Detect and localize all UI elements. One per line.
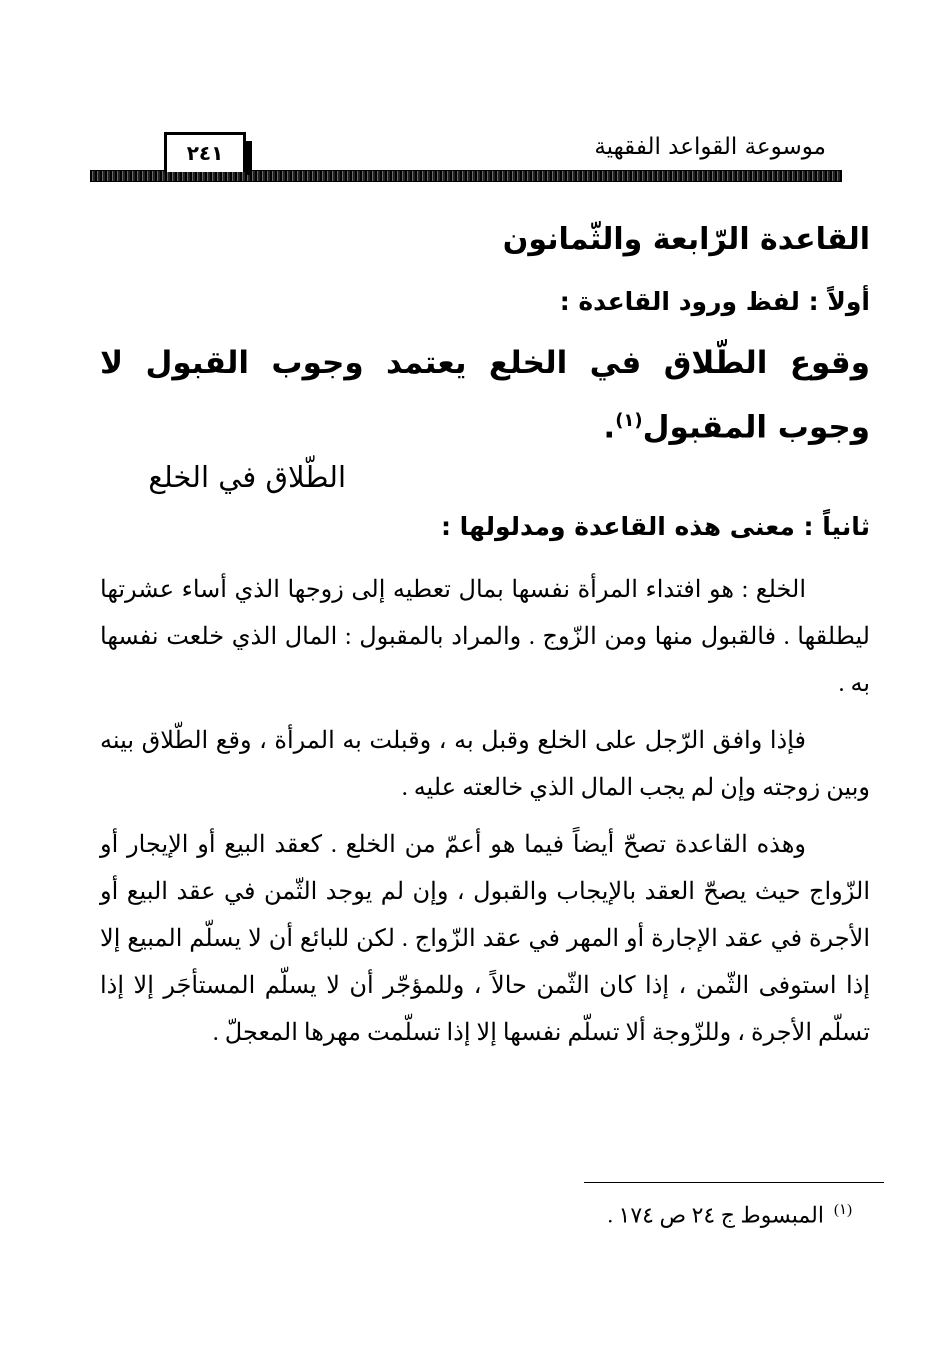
footnote-text: المبسوط ج ٢٤ ص ١٧٤ .: [607, 1202, 824, 1228]
footnote-marker: (١): [615, 410, 643, 431]
section1-heading: أولاً : لفظ ورود القاعدة :: [559, 287, 870, 316]
section2-heading: ثانياً : معنى هذه القاعدة ومدلولها :: [440, 512, 870, 541]
page-header: [90, 120, 842, 184]
footnote: [608, 1200, 852, 1228]
rule-statement: [100, 334, 870, 456]
rule-heading: القاعدة الرّابعة والثّمانون: [502, 222, 870, 257]
page-number: ٢٤١: [164, 132, 246, 172]
footnote-rule: [584, 1182, 884, 1183]
rule-statement-end: .: [603, 409, 616, 446]
footnote-number: (١): [833, 1202, 852, 1218]
rule-caption: الطّلاق في الخلع: [148, 460, 346, 494]
paragraph-1: الخلع : هو افتداء المرأة نفسها بمال تعطيه إلى زوجها الذي أساء عشرتها ليطلقها . فالقبول منها ومن الزّوج . والمراد بالمقبول : المال الذي خلعت نفسها به .: [100, 577, 870, 697]
paragraph-2: فإذا وافق الرّجل على الخلع وقبل به ، وقبلت به المرأة ، وقع الطّلاق بينه وبين زوجته وإن لم يجب المال الذي خالعته عليه .: [100, 728, 870, 801]
running-title: موسوعة القواعد الفقهية: [594, 134, 826, 160]
rule-statement-text: وقوع الطّلاق في الخلع يعتمد وجوب القبول لا وجوب المقبول: [100, 345, 870, 446]
paragraph-3: وهذه القاعدة تصحّ أيضاً فيما هو أعمّ من الخلع . كعقد البيع أو الإيجار أو الزّواج حيث يصحّ العقد بالإيجاب والقبول ، وإن لم يوجد الثّمن في عقد البيع أو الأجرة في عقد الإجارة أو المهر في عقد الزّواج . لكن للبائع أن لا يسلّم المبيع إلا إذا استوفى الثّمن ، إذا كان الثّمن حالاً ، وللمؤجّر أن لا يسلّم المستأجَر إلا إذا تسلّم الأجرة ، وللزّوجة ألا تسلّم نفسها إلا إذا تسلّمت مهرها المعجلّ .: [100, 832, 870, 1046]
